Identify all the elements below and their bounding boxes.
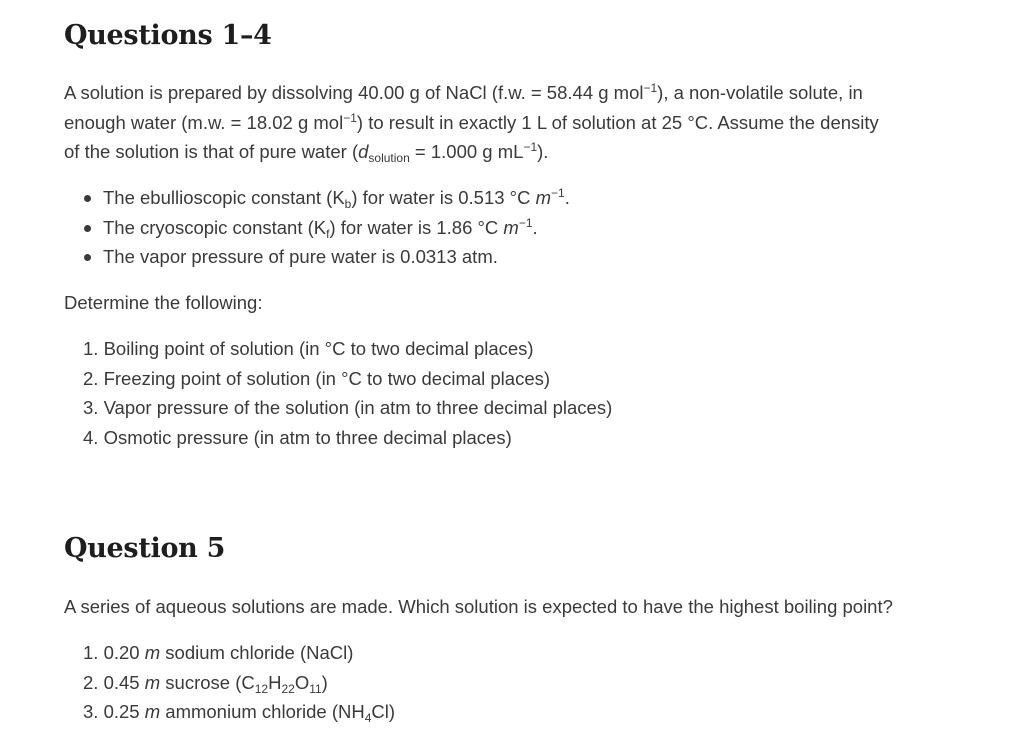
intro-text: = 1.000 g mL: [409, 141, 524, 162]
item-text: ) for water is 0.513 °C: [351, 187, 536, 208]
intro-text: ) to result in exactly 1 L of solution at 25 °C. Assume the density: [356, 111, 879, 133]
questions-list: [83, 334, 612, 452]
item-text: The cryoscopic constant (K: [103, 216, 327, 238]
list-item: 3. Vapor pressure of the solution (in atm to three decimal places): [83, 397, 613, 418]
superscript: −1: [523, 140, 538, 154]
intro-text: of the solution is that of pure water (: [64, 141, 359, 162]
answer-options-list: [83, 638, 395, 727]
italic-symbol: m: [144, 701, 161, 722]
superscript: −1: [518, 215, 533, 230]
option-text: ): [321, 671, 328, 693]
italic-symbol: m: [503, 216, 519, 238]
superscript: −1: [343, 110, 357, 125]
italic-symbol: m: [535, 187, 552, 208]
italic-symbol: m: [144, 671, 161, 693]
option-text: ammonium chloride (NH: [160, 701, 365, 722]
option-text: sucrose (C: [160, 671, 255, 693]
item-text: ) for water is 1.86 °C: [329, 216, 504, 238]
superscript: −1: [643, 81, 658, 95]
section-title-questions-1-4: Questions 1–4: [64, 20, 272, 51]
option-text: O: [294, 671, 310, 693]
item-text: .: [532, 216, 538, 238]
list-item: [84, 183, 570, 213]
subscript: 4: [364, 711, 372, 725]
list-item: 4. Osmotic pressure (in atm to three decimal places): [83, 426, 512, 448]
subscript: f: [326, 226, 330, 241]
list-item: [83, 697, 395, 727]
subscript: solution: [368, 151, 410, 165]
question-5-text: A series of aqueous solutions are made. Which solution is expected to have the highest boiling point?: [64, 596, 893, 617]
italic-symbol: m: [144, 642, 161, 663]
intro-text: A solution is prepared by dissolving 40.00 g of NaCl (f.w. = 58.44 g mol: [64, 82, 644, 103]
option-text: Cl): [371, 701, 396, 722]
intro-text: enough water (m.w. = 18.02 g mol: [64, 111, 344, 133]
intro-text: ).: [537, 141, 549, 162]
option-text: 3. 0.25: [83, 701, 145, 722]
item-text: .: [564, 187, 570, 208]
list-item: [83, 668, 395, 698]
option-text: H: [268, 671, 282, 693]
italic-symbol: d: [358, 141, 369, 162]
subscript: 22: [281, 681, 295, 696]
section-title-question-5: Question 5: [64, 533, 226, 564]
subscript: 11: [309, 681, 322, 696]
option-text: sodium chloride (NaCl): [160, 642, 354, 663]
list-item: The vapor pressure of pure water is 0.0313 atm.: [84, 242, 570, 272]
superscript: −1: [551, 186, 565, 200]
intro-paragraph: [64, 78, 944, 167]
option-text: 2. 0.45: [83, 671, 145, 693]
list-item: 1. Boiling point of solution (in °C to two decimal places): [83, 338, 534, 359]
list-item: [83, 638, 395, 668]
determine-instruction: Determine the following:: [64, 292, 263, 313]
subscript: 12: [254, 681, 269, 696]
option-text: 1. 0.20: [83, 642, 145, 663]
constants-list: [84, 183, 570, 272]
list-item: 2. Freezing point of solution (in °C to two decimal places): [83, 367, 551, 389]
subscript: b: [344, 197, 352, 211]
intro-text: ), a non-volatile solute, in: [657, 82, 863, 103]
list-item: [84, 213, 570, 243]
item-text: The ebullioscopic constant (K: [103, 187, 345, 208]
